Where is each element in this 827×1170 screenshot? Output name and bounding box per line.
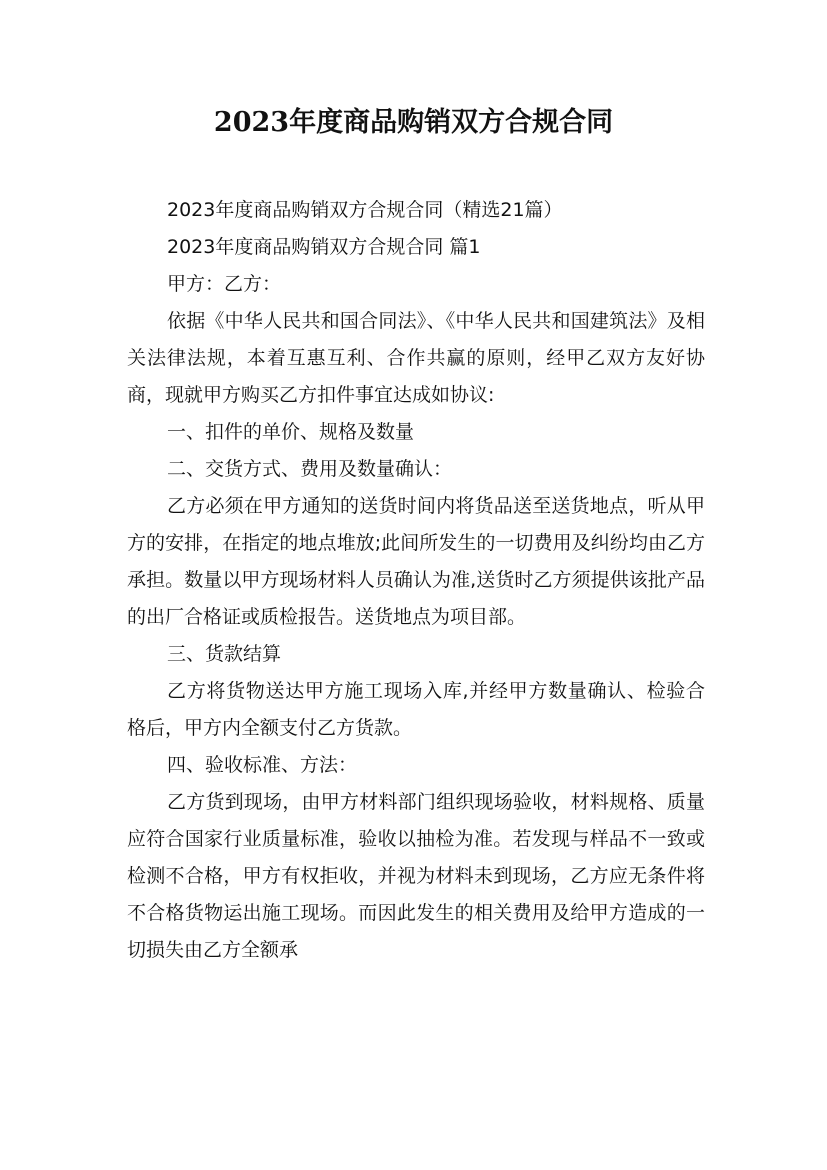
paragraph-section-4: 四、验收标准、方法： <box>167 754 358 776</box>
paragraph-section-3: 三、货款结算 <box>167 643 282 665</box>
paragraph-parties: 甲方：乙方： <box>167 273 282 295</box>
paragraph-heading-summary: 2023年度商品购销双方合规合同（精选21篇） <box>167 199 563 221</box>
paragraph-chapter-title: 2023年度商品购销双方合规合同 篇1 <box>167 236 481 258</box>
document-body <box>127 192 705 969</box>
paragraph-section-1: 一、扣件的单价、规格及数量 <box>167 421 415 443</box>
paragraph-acceptance-terms: 乙方货到现场，由甲方材料部门组织现场验收，材料规格、质量应符合国家行业质量标准，验收以抽检为准。若发现与样品不一致或检测不合格，甲方有权拒收，并视为材料未到现场，乙方应无条件将不合格货物运出施工现场。而因此发生的相关费用及给甲方造成的一切损失由乙方全额承 <box>127 791 705 961</box>
paragraph-section-2: 二、交货方式、费用及数量确认： <box>167 458 453 480</box>
paragraph-payment-terms: 乙方将货物送达甲方施工现场入库,并经甲方数量确认、检验合格后，甲方内全额支付乙方货款。 <box>127 680 705 739</box>
document-title: 2023年度商品购销双方合规合同 <box>213 107 614 138</box>
paragraph-preamble: 依据《中华人民共和国合同法》、《中华人民共和国建筑法》及相关法律法规，本着互惠互利、合作共赢的原则，经甲乙双方友好协商，现就甲方购买乙方扣件事宜达成如协议: <box>127 310 705 406</box>
paragraph-delivery-terms: 乙方必须在甲方通知的送货时间内将货品送至送货地点，听从甲方的安排，在指定的地点堆放;此间所发生的一切费用及纠纷均由乙方承担。数量以甲方现场材料人员确认为准,送货时乙方须提供该批产品的出厂合格证或质检报告。送货地点为项目部。 <box>127 495 705 628</box>
